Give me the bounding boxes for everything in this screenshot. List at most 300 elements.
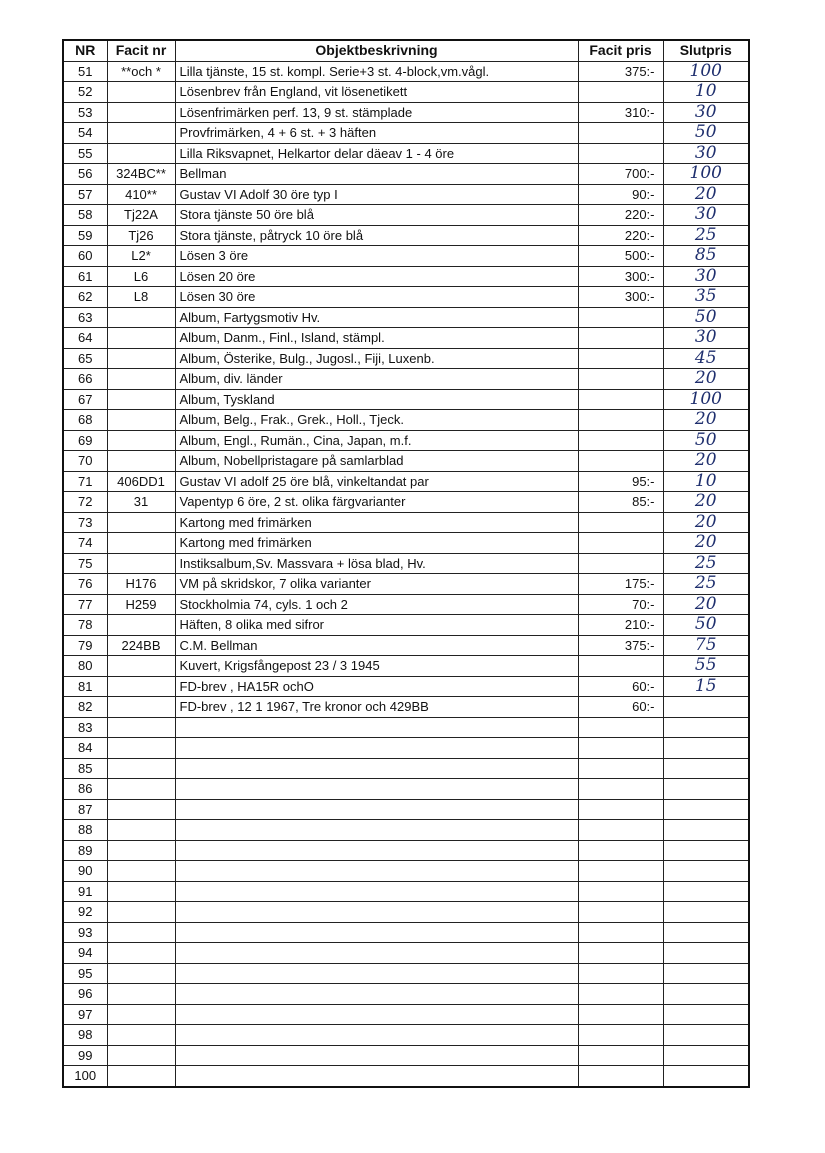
final-price-cell: 55 xyxy=(663,656,749,677)
final-price-cell: 20 xyxy=(663,512,749,533)
table-row xyxy=(63,410,749,431)
lot-table xyxy=(62,39,750,1088)
final-price-cell xyxy=(663,943,749,964)
final-price-cell xyxy=(663,902,749,923)
facit-number-cell xyxy=(107,799,175,820)
description-cell xyxy=(175,861,578,882)
lot-number-cell: 86 xyxy=(63,779,107,800)
facit-price-cell xyxy=(578,389,663,410)
description-cell: FD-brev , HA15R ochO xyxy=(175,676,578,697)
description-cell: Album, Tyskland xyxy=(175,389,578,410)
description-cell: Bellman xyxy=(175,164,578,185)
description-cell xyxy=(175,963,578,984)
final-price-cell: 20 xyxy=(663,533,749,554)
facit-number-cell xyxy=(107,758,175,779)
facit-price-cell: 500:- xyxy=(578,246,663,267)
description-cell: Album, Österike, Bulg., Jugosl., Fiji, Luxenb. xyxy=(175,348,578,369)
facit-number-cell xyxy=(107,410,175,431)
lot-number-cell: 88 xyxy=(63,820,107,841)
facit-number-cell xyxy=(107,1045,175,1066)
facit-price-cell: 60:- xyxy=(578,697,663,718)
final-price-cell xyxy=(663,717,749,738)
final-price-cell: 20 xyxy=(663,492,749,513)
table-row xyxy=(63,102,749,123)
facit-price-cell xyxy=(578,82,663,103)
final-price-cell: 20 xyxy=(663,369,749,390)
facit-price-cell: 700:- xyxy=(578,164,663,185)
lot-number-cell: 83 xyxy=(63,717,107,738)
table-row xyxy=(63,943,749,964)
lot-number-cell: 99 xyxy=(63,1045,107,1066)
final-price-cell: 75 xyxy=(663,635,749,656)
table-row xyxy=(63,820,749,841)
description-cell: Lösen 20 öre xyxy=(175,266,578,287)
final-price-cell: 30 xyxy=(663,102,749,123)
lot-number-cell: 72 xyxy=(63,492,107,513)
table-row xyxy=(63,574,749,595)
facit-number-cell: H176 xyxy=(107,574,175,595)
lot-number-cell: 65 xyxy=(63,348,107,369)
facit-number-cell xyxy=(107,348,175,369)
facit-number-cell xyxy=(107,881,175,902)
facit-price-cell xyxy=(578,738,663,759)
facit-number-cell: 406DD1 xyxy=(107,471,175,492)
table-row xyxy=(63,861,749,882)
table-row xyxy=(63,533,749,554)
facit-price-cell: 310:- xyxy=(578,102,663,123)
facit-price-cell: 95:- xyxy=(578,471,663,492)
final-price-cell xyxy=(663,984,749,1005)
facit-number-cell xyxy=(107,451,175,472)
facit-number-cell xyxy=(107,820,175,841)
table-row xyxy=(63,1045,749,1066)
description-cell xyxy=(175,840,578,861)
facit-number-cell xyxy=(107,861,175,882)
table-row xyxy=(63,369,749,390)
facit-price-cell xyxy=(578,1025,663,1046)
lot-number-cell: 52 xyxy=(63,82,107,103)
facit-price-cell xyxy=(578,820,663,841)
facit-number-cell xyxy=(107,1004,175,1025)
facit-number-cell xyxy=(107,389,175,410)
table-row xyxy=(63,451,749,472)
table-row xyxy=(63,738,749,759)
facit-number-cell xyxy=(107,1025,175,1046)
table-row xyxy=(63,615,749,636)
lot-number-cell: 87 xyxy=(63,799,107,820)
facit-price-cell xyxy=(578,943,663,964)
lot-number-cell: 53 xyxy=(63,102,107,123)
facit-price-cell xyxy=(578,922,663,943)
final-price-cell: 100 xyxy=(663,61,749,82)
facit-price-cell xyxy=(578,533,663,554)
facit-number-cell: 410** xyxy=(107,184,175,205)
table-row xyxy=(63,840,749,861)
table-row xyxy=(63,512,749,533)
facit-price-cell: 220:- xyxy=(578,225,663,246)
description-cell: Stockholmia 74, cyls. 1 och 2 xyxy=(175,594,578,615)
table-row xyxy=(63,266,749,287)
table-row xyxy=(63,656,749,677)
facit-price-cell xyxy=(578,861,663,882)
table-row xyxy=(63,123,749,144)
facit-price-cell: 375:- xyxy=(578,61,663,82)
lot-number-cell: 77 xyxy=(63,594,107,615)
header-description: Objektbeskrivning xyxy=(175,40,578,61)
lot-number-cell: 68 xyxy=(63,410,107,431)
lot-number-cell: 81 xyxy=(63,676,107,697)
final-price-cell: 85 xyxy=(663,246,749,267)
table-row xyxy=(63,676,749,697)
description-cell: Album, Belg., Frak., Grek., Holl., Tjeck. xyxy=(175,410,578,431)
lot-number-cell: 66 xyxy=(63,369,107,390)
description-cell: Gustav VI Adolf 30 öre typ I xyxy=(175,184,578,205)
facit-number-cell: 224BB xyxy=(107,635,175,656)
table-row xyxy=(63,1066,749,1087)
final-price-cell: 20 xyxy=(663,594,749,615)
facit-number-cell: L6 xyxy=(107,266,175,287)
final-price-cell: 30 xyxy=(663,205,749,226)
final-price-cell: 10 xyxy=(663,471,749,492)
facit-number-cell: L8 xyxy=(107,287,175,308)
final-price-cell: 100 xyxy=(663,164,749,185)
lot-number-cell: 89 xyxy=(63,840,107,861)
facit-number-cell xyxy=(107,328,175,349)
table-row xyxy=(63,61,749,82)
table-row xyxy=(63,922,749,943)
facit-number-cell xyxy=(107,533,175,554)
lot-number-cell: 91 xyxy=(63,881,107,902)
table-row xyxy=(63,82,749,103)
lot-number-cell: 64 xyxy=(63,328,107,349)
facit-number-cell xyxy=(107,123,175,144)
final-price-cell: 50 xyxy=(663,123,749,144)
description-cell: Gustav VI adolf 25 öre blå, vinkeltandat par xyxy=(175,471,578,492)
facit-number-cell: 324BC** xyxy=(107,164,175,185)
table-row xyxy=(63,963,749,984)
table-row xyxy=(63,389,749,410)
facit-number-cell: Tj26 xyxy=(107,225,175,246)
final-price-cell: 30 xyxy=(663,143,749,164)
lot-number-cell: 60 xyxy=(63,246,107,267)
description-cell: Stora tjänste, påtryck 10 öre blå xyxy=(175,225,578,246)
facit-price-cell xyxy=(578,307,663,328)
final-price-cell: 35 xyxy=(663,287,749,308)
lot-number-cell: 92 xyxy=(63,902,107,923)
facit-price-cell xyxy=(578,328,663,349)
description-cell xyxy=(175,717,578,738)
facit-price-cell: 300:- xyxy=(578,266,663,287)
description-cell: Album, Nobellpristagare på samlarblad xyxy=(175,451,578,472)
lot-number-cell: 56 xyxy=(63,164,107,185)
final-price-cell xyxy=(663,963,749,984)
description-cell: Häften, 8 olika med sifror xyxy=(175,615,578,636)
table-row xyxy=(63,779,749,800)
facit-number-cell xyxy=(107,656,175,677)
description-cell xyxy=(175,758,578,779)
final-price-cell xyxy=(663,799,749,820)
facit-number-cell xyxy=(107,943,175,964)
facit-price-cell: 90:- xyxy=(578,184,663,205)
facit-number-cell: H259 xyxy=(107,594,175,615)
facit-number-cell xyxy=(107,430,175,451)
auction-list-sheet xyxy=(62,39,748,1088)
facit-number-cell xyxy=(107,553,175,574)
facit-number-cell xyxy=(107,697,175,718)
facit-price-cell: 85:- xyxy=(578,492,663,513)
facit-price-cell: 70:- xyxy=(578,594,663,615)
description-cell: Stora tjänste 50 öre blå xyxy=(175,205,578,226)
final-price-cell xyxy=(663,1004,749,1025)
lot-number-cell: 73 xyxy=(63,512,107,533)
lot-number-cell: 71 xyxy=(63,471,107,492)
final-price-cell: 45 xyxy=(663,348,749,369)
lot-number-cell: 84 xyxy=(63,738,107,759)
facit-price-cell xyxy=(578,1045,663,1066)
facit-price-cell xyxy=(578,717,663,738)
table-row xyxy=(63,225,749,246)
facit-number-cell xyxy=(107,779,175,800)
facit-price-cell: 300:- xyxy=(578,287,663,308)
lot-number-cell: 54 xyxy=(63,123,107,144)
description-cell: Album, div. länder xyxy=(175,369,578,390)
facit-number-cell xyxy=(107,963,175,984)
description-cell xyxy=(175,922,578,943)
table-row xyxy=(63,635,749,656)
lot-number-cell: 78 xyxy=(63,615,107,636)
lot-number-cell: 100 xyxy=(63,1066,107,1087)
header-row xyxy=(63,40,749,61)
lot-number-cell: 57 xyxy=(63,184,107,205)
final-price-cell: 20 xyxy=(663,184,749,205)
table-row xyxy=(63,184,749,205)
description-cell: VM på skridskor, 7 olika varianter xyxy=(175,574,578,595)
facit-price-cell xyxy=(578,1004,663,1025)
facit-number-cell xyxy=(107,307,175,328)
facit-price-cell xyxy=(578,758,663,779)
table-row xyxy=(63,328,749,349)
final-price-cell: 20 xyxy=(663,410,749,431)
header-nr: NR xyxy=(63,40,107,61)
lot-number-cell: 82 xyxy=(63,697,107,718)
lot-number-cell: 85 xyxy=(63,758,107,779)
table-row xyxy=(63,984,749,1005)
final-price-cell xyxy=(663,820,749,841)
final-price-cell: 30 xyxy=(663,266,749,287)
table-row xyxy=(63,348,749,369)
table-row xyxy=(63,594,749,615)
facit-price-cell: 220:- xyxy=(578,205,663,226)
facit-price-cell xyxy=(578,1066,663,1087)
description-cell xyxy=(175,1045,578,1066)
facit-number-cell xyxy=(107,512,175,533)
description-cell xyxy=(175,799,578,820)
description-cell xyxy=(175,738,578,759)
final-price-cell: 15 xyxy=(663,676,749,697)
final-price-cell xyxy=(663,1066,749,1087)
facit-number-cell: 31 xyxy=(107,492,175,513)
lot-number-cell: 70 xyxy=(63,451,107,472)
final-price-cell: 50 xyxy=(663,307,749,328)
table-row xyxy=(63,697,749,718)
facit-number-cell xyxy=(107,717,175,738)
lot-number-cell: 76 xyxy=(63,574,107,595)
description-cell xyxy=(175,1066,578,1087)
table-row xyxy=(63,902,749,923)
lot-number-cell: 67 xyxy=(63,389,107,410)
table-row xyxy=(63,1025,749,1046)
description-cell: Lösen 3 öre xyxy=(175,246,578,267)
final-price-cell: 25 xyxy=(663,553,749,574)
lot-number-cell: 61 xyxy=(63,266,107,287)
description-cell: Vapentyp 6 öre, 2 st. olika färgvarianter xyxy=(175,492,578,513)
table-row xyxy=(63,881,749,902)
lot-number-cell: 97 xyxy=(63,1004,107,1025)
description-cell xyxy=(175,1025,578,1046)
table-row xyxy=(63,143,749,164)
lot-number-cell: 98 xyxy=(63,1025,107,1046)
lot-number-cell: 59 xyxy=(63,225,107,246)
facit-price-cell xyxy=(578,512,663,533)
description-cell: Album, Engl., Rumän., Cina, Japan, m.f. xyxy=(175,430,578,451)
facit-price-cell xyxy=(578,369,663,390)
final-price-cell: 10 xyxy=(663,82,749,103)
facit-price-cell xyxy=(578,799,663,820)
final-price-cell xyxy=(663,1025,749,1046)
facit-number-cell xyxy=(107,922,175,943)
table-row xyxy=(63,246,749,267)
final-price-cell xyxy=(663,738,749,759)
facit-number-cell: **och * xyxy=(107,61,175,82)
lot-number-cell: 63 xyxy=(63,307,107,328)
final-price-cell: 20 xyxy=(663,451,749,472)
description-cell xyxy=(175,881,578,902)
facit-number-cell xyxy=(107,82,175,103)
header-facit-price: Facit pris xyxy=(578,40,663,61)
final-price-cell xyxy=(663,779,749,800)
lot-number-cell: 95 xyxy=(63,963,107,984)
facit-price-cell: 60:- xyxy=(578,676,663,697)
table-row xyxy=(63,205,749,226)
final-price-cell xyxy=(663,758,749,779)
lot-number-cell: 58 xyxy=(63,205,107,226)
table-row xyxy=(63,717,749,738)
table-row xyxy=(63,799,749,820)
table-row xyxy=(63,307,749,328)
facit-number-cell xyxy=(107,102,175,123)
facit-number-cell: L2* xyxy=(107,246,175,267)
final-price-cell xyxy=(663,861,749,882)
description-cell xyxy=(175,820,578,841)
lot-number-cell: 90 xyxy=(63,861,107,882)
facit-price-cell xyxy=(578,123,663,144)
description-cell: Lösenfrimärken perf. 13, 9 st. stämplade xyxy=(175,102,578,123)
description-cell: Kartong med frimärken xyxy=(175,512,578,533)
description-cell: Instiksalbum,Sv. Massvara + lösa blad, Hv. xyxy=(175,553,578,574)
facit-price-cell xyxy=(578,963,663,984)
final-price-cell: 50 xyxy=(663,430,749,451)
description-cell: Lösen 30 öre xyxy=(175,287,578,308)
final-price-cell: 100 xyxy=(663,389,749,410)
table-row xyxy=(63,430,749,451)
final-price-cell: 30 xyxy=(663,328,749,349)
description-cell: Kuvert, Krigsfångepost 23 / 3 1945 xyxy=(175,656,578,677)
facit-price-cell xyxy=(578,143,663,164)
description-cell: Lösenbrev från England, vit lösenetikett xyxy=(175,82,578,103)
final-price-cell xyxy=(663,1045,749,1066)
final-price-cell xyxy=(663,697,749,718)
final-price-cell xyxy=(663,922,749,943)
description-cell: C.M. Bellman xyxy=(175,635,578,656)
description-cell: FD-brev , 12 1 1967, Tre kronor och 429BB xyxy=(175,697,578,718)
description-cell: Kartong med frimärken xyxy=(175,533,578,554)
lot-number-cell: 80 xyxy=(63,656,107,677)
description-cell xyxy=(175,943,578,964)
description-cell xyxy=(175,779,578,800)
description-cell: Provfrimärken, 4 + 6 st. + 3 häften xyxy=(175,123,578,144)
facit-number-cell xyxy=(107,369,175,390)
facit-number-cell xyxy=(107,615,175,636)
final-price-cell: 25 xyxy=(663,574,749,595)
facit-price-cell xyxy=(578,430,663,451)
facit-price-cell: 175:- xyxy=(578,574,663,595)
lot-number-cell: 51 xyxy=(63,61,107,82)
facit-number-cell xyxy=(107,738,175,759)
facit-number-cell xyxy=(107,902,175,923)
facit-price-cell xyxy=(578,840,663,861)
facit-price-cell xyxy=(578,902,663,923)
description-cell: Lilla tjänste, 15 st. kompl. Serie+3 st. 4-block,vm.vågl. xyxy=(175,61,578,82)
description-cell xyxy=(175,1004,578,1025)
facit-price-cell xyxy=(578,451,663,472)
facit-price-cell xyxy=(578,553,663,574)
lot-number-cell: 79 xyxy=(63,635,107,656)
facit-number-cell: Tj22A xyxy=(107,205,175,226)
facit-number-cell xyxy=(107,840,175,861)
facit-number-cell xyxy=(107,1066,175,1087)
description-cell xyxy=(175,902,578,923)
lot-number-cell: 93 xyxy=(63,922,107,943)
lot-number-cell: 55 xyxy=(63,143,107,164)
facit-price-cell: 210:- xyxy=(578,615,663,636)
table-row xyxy=(63,471,749,492)
final-price-cell: 50 xyxy=(663,615,749,636)
description-cell: Album, Danm., Finl., Island, stämpl. xyxy=(175,328,578,349)
facit-number-cell xyxy=(107,676,175,697)
facit-price-cell xyxy=(578,656,663,677)
description-cell: Album, Fartygsmotiv Hv. xyxy=(175,307,578,328)
final-price-cell xyxy=(663,840,749,861)
lot-number-cell: 94 xyxy=(63,943,107,964)
table-row xyxy=(63,1004,749,1025)
facit-price-cell xyxy=(578,410,663,431)
table-row xyxy=(63,164,749,185)
table-row xyxy=(63,758,749,779)
facit-price-cell: 375:- xyxy=(578,635,663,656)
facit-price-cell xyxy=(578,348,663,369)
table-row xyxy=(63,553,749,574)
header-final-price: Slutpris xyxy=(663,40,749,61)
facit-price-cell xyxy=(578,881,663,902)
table-row xyxy=(63,287,749,308)
facit-number-cell xyxy=(107,143,175,164)
lot-number-cell: 75 xyxy=(63,553,107,574)
final-price-cell: 25 xyxy=(663,225,749,246)
lot-number-cell: 69 xyxy=(63,430,107,451)
facit-price-cell xyxy=(578,984,663,1005)
lot-number-cell: 96 xyxy=(63,984,107,1005)
facit-number-cell xyxy=(107,984,175,1005)
